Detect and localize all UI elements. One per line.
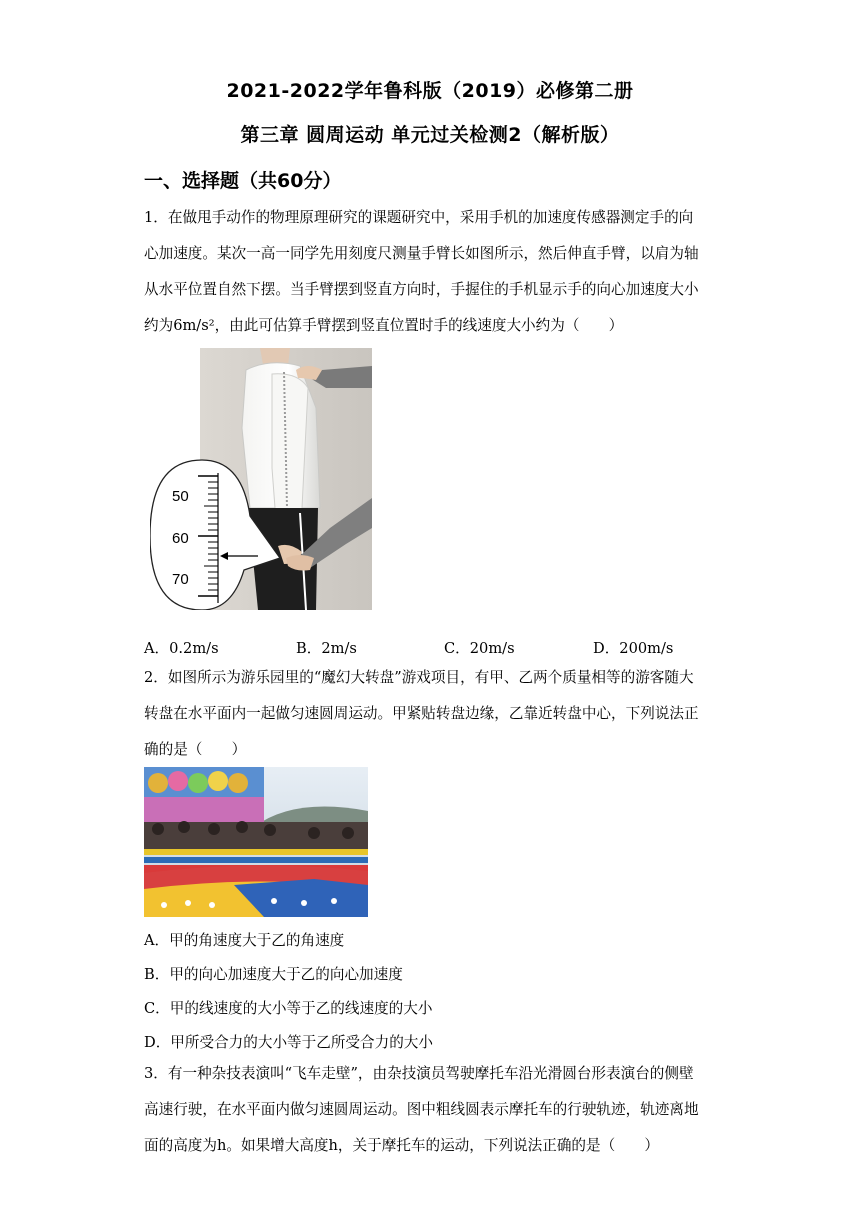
ruler-label-50: 50 bbox=[172, 488, 189, 505]
question-1-line: 从水平位置自然下摆。当手臂摆到竖直方向时，手握住的手机显示手的向心加速度大小 bbox=[144, 281, 699, 298]
question-1-line: 约为6m/s²，由此可估算手臂摆到竖直位置时手的线速度大小约为（ ） bbox=[144, 317, 624, 334]
section-heading: 一、选择题（共60分） bbox=[144, 170, 342, 192]
question-2-option-d: D．甲所受合力的大小等于乙所受合力的大小 bbox=[144, 1034, 433, 1051]
question-3-line: 高速行驶，在水平面内做匀速圆周运动。图中粗线圆表示摩托车的行驶轨迹，轨迹离地 bbox=[144, 1101, 699, 1118]
ruler-label-60: 60 bbox=[172, 530, 189, 547]
question-1-option-b: B．2m/s bbox=[296, 640, 357, 657]
question-2-stem bbox=[144, 660, 719, 768]
question-1-option-a: A．0.2m/s bbox=[144, 640, 219, 657]
question-2-line: 确的是（ ） bbox=[144, 741, 247, 758]
question-1-line: 心加速度。某次一高一同学先用刻度尺测量手臂长如图所示，然后伸直手臂，以肩为轴 bbox=[144, 245, 699, 262]
arm-measurement-illustration bbox=[150, 348, 372, 610]
question-1-option-d: D．200m/s bbox=[593, 640, 674, 657]
question-2-line: 2．如图所示为游乐园里的“魔幻大转盘”游戏项目，有甲、乙两个质量相等的游客随大 bbox=[144, 669, 694, 686]
question-1-line: 1．在做甩手动作的物理原理研究的课题研究中，采用手机的加速度传感器测定手的向 bbox=[144, 209, 694, 226]
document-subtitle: 第三章 圆周运动 单元过关检测2（解析版） bbox=[240, 124, 620, 146]
question-2-option-a: A．甲的角速度大于乙的角速度 bbox=[144, 932, 345, 949]
magic-turntable-illustration bbox=[144, 767, 368, 917]
question-2-option-b: B．甲的向心加速度大于乙的向心加速度 bbox=[144, 966, 403, 983]
question-3-line: 3．有一种杂技表演叫“飞车走壁”，由杂技演员驾驶摩托车沿光滑圆台形表演台的侧壁 bbox=[144, 1065, 694, 1082]
ruler-label-70: 70 bbox=[172, 571, 189, 588]
amusement-ride-photo bbox=[144, 767, 368, 917]
question-2-line: 转盘在水平面内一起做匀速圆周运动。甲紧贴转盘边缘，乙靠近转盘中心，下列说法正 bbox=[144, 705, 699, 722]
question-2-option-c: C．甲的线速度的大小等于乙的线速度的大小 bbox=[144, 1000, 433, 1017]
arm-measurement-figure bbox=[150, 348, 372, 610]
document-title: 2021-2022学年鲁科版（2019）必修第二册 bbox=[226, 80, 634, 102]
question-3-stem bbox=[144, 1056, 719, 1164]
question-3-line: 面的高度为h。如果增大高度h，关于摩托车的运动，下列说法正确的是（ ） bbox=[144, 1137, 659, 1154]
question-1-stem bbox=[144, 200, 719, 344]
question-1-option-c: C．20m/s bbox=[444, 640, 515, 657]
